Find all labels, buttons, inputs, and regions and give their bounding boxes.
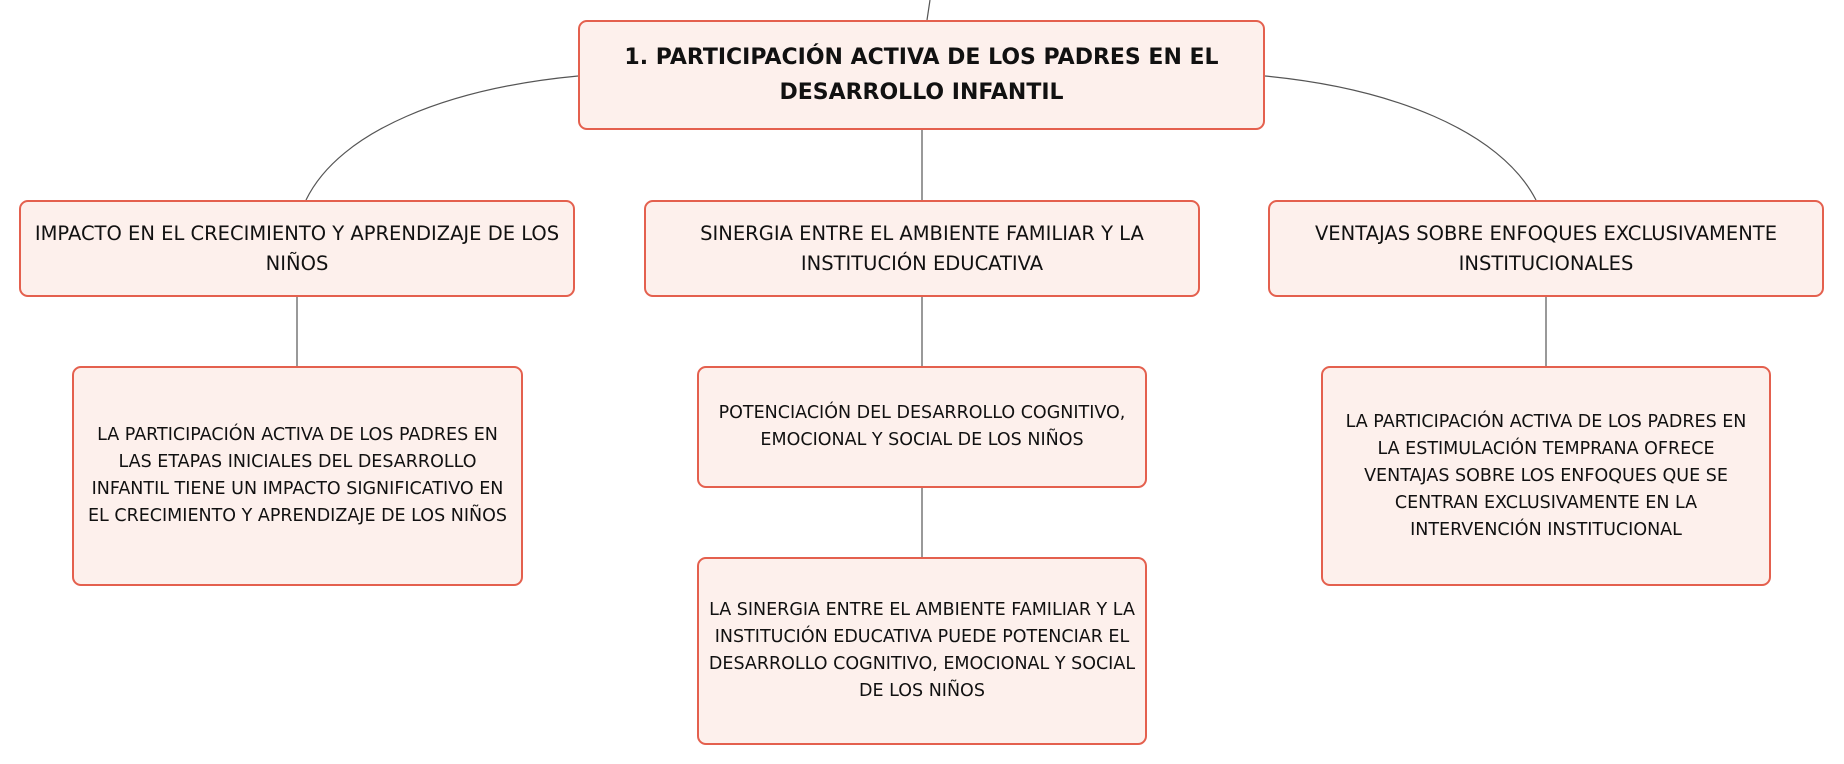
leaf-node-label: LA SINERGIA ENTRE EL AMBIENTE FAMILIAR Y LA INSTITUCIÓN EDUCATIVA PUEDE POTENCIAR EL DESARROLLO COGNITIVO, EMOCIONAL Y SOCIAL DE LOS NIÑOS [708, 600, 1136, 701]
root-node-label: 1. PARTICIPACIÓN ACTIVA DE LOS PADRES EN EL DESARROLLO INFANTIL [624, 45, 1219, 105]
branch-node-label: VENTAJAS SOBRE ENFOQUES EXCLUSIVAMENTE INSTITUCIONALES [1314, 221, 1778, 275]
connector-root-to-impacto [306, 76, 578, 200]
subtopic-node-potenciacion[interactable] [697, 366, 1147, 488]
leaf-node-ventajas-description[interactable] [1321, 366, 1771, 586]
connector-to-parent [927, 0, 930, 20]
leaf-node-label: LA PARTICIPACIÓN ACTIVA DE LOS PADRES EN LAS ETAPAS INICIALES DEL DESARROLLO INFANTIL TIENE UN IMPACTO SIGNIFICATIVO EN EL CRECIMIENTO Y APRENDIZAJE DE LOS NIÑOS [88, 425, 507, 526]
branch-node-sinergia[interactable] [644, 200, 1200, 297]
leaf-node-label: LA PARTICIPACIÓN ACTIVA DE LOS PADRES EN LA ESTIMULACIÓN TEMPRANA OFRECE VENTAJAS SOBRE LOS ENFOQUES QUE SE CENTRAN EXCLUSIVAMENTE EN LA INTERVENCIÓN INSTITUCIONAL [1345, 411, 1747, 540]
branch-node-ventajas[interactable] [1268, 200, 1824, 297]
leaf-node-sinergia-description[interactable] [697, 557, 1147, 745]
connector-root-to-ventajas [1265, 76, 1536, 200]
branch-node-label: SINERGIA ENTRE EL AMBIENTE FAMILIAR Y LA INSTITUCIÓN EDUCATIVA [700, 221, 1144, 275]
branch-node-impacto[interactable] [19, 200, 575, 297]
branch-node-label: IMPACTO EN EL CRECIMIENTO Y APRENDIZAJE DE LOS NIÑOS [34, 221, 560, 275]
subtopic-node-label: POTENCIACIÓN DEL DESARROLLO COGNITIVO, EMOCIONAL Y SOCIAL DE LOS NIÑOS [718, 403, 1126, 450]
root-node[interactable] [578, 20, 1265, 130]
leaf-node-impacto-description[interactable] [72, 366, 523, 586]
